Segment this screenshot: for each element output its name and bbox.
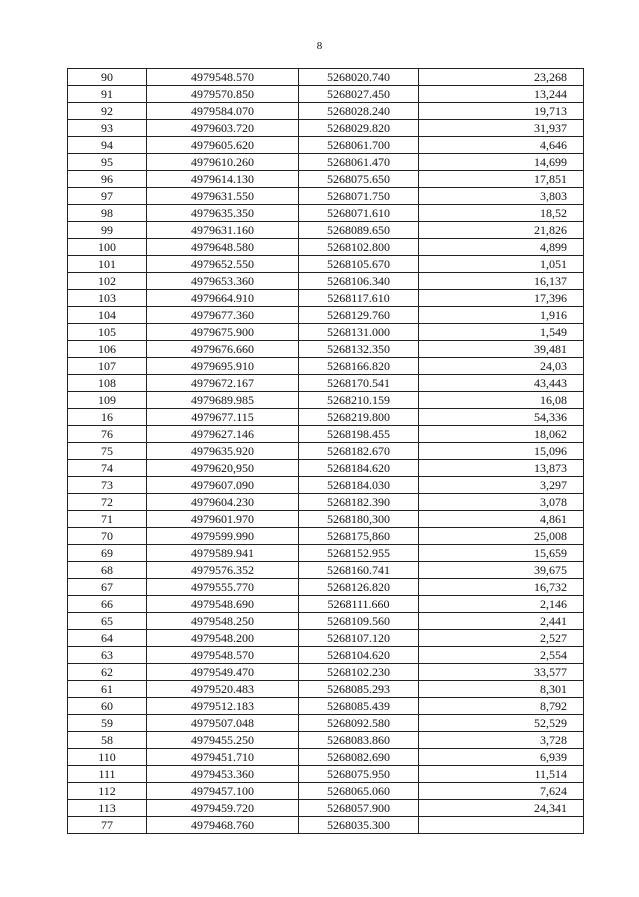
y-coordinate-cell: 5268057.900 <box>299 800 419 817</box>
point-number-cell: 96 <box>68 171 147 188</box>
x-coordinate-cell: 4979549.470 <box>147 664 299 681</box>
table-row <box>68 749 584 766</box>
distance-cell: 19,713 <box>419 103 584 120</box>
y-coordinate-cell: 5268152.955 <box>299 545 419 562</box>
point-number-cell: 93 <box>68 120 147 137</box>
point-number-cell: 76 <box>68 426 147 443</box>
distance-cell: 1,051 <box>419 256 584 273</box>
y-coordinate-cell: 5268061.470 <box>299 154 419 171</box>
distance-cell: 16,08 <box>419 392 584 409</box>
y-coordinate-cell: 5268160.741 <box>299 562 419 579</box>
x-coordinate-cell: 4979664.910 <box>147 290 299 307</box>
page-number: 8 <box>316 40 323 52</box>
table-row <box>68 528 584 545</box>
x-coordinate-cell: 4979689.985 <box>147 392 299 409</box>
distance-cell: 15,096 <box>419 443 584 460</box>
point-number-cell: 110 <box>68 749 147 766</box>
point-number-cell: 72 <box>68 494 147 511</box>
distance-cell: 8,792 <box>419 698 584 715</box>
distance-cell: 6,939 <box>419 749 584 766</box>
y-coordinate-cell: 5268083.860 <box>299 732 419 749</box>
x-coordinate-cell: 4979520.483 <box>147 681 299 698</box>
x-coordinate-cell: 4979610.260 <box>147 154 299 171</box>
point-number-cell: 60 <box>68 698 147 715</box>
distance-cell: 13,244 <box>419 86 584 103</box>
x-coordinate-cell: 4979459.720 <box>147 800 299 817</box>
distance-cell: 11,514 <box>419 766 584 783</box>
y-coordinate-cell: 5268028.240 <box>299 103 419 120</box>
table-row <box>68 426 584 443</box>
table-row <box>68 545 584 562</box>
y-coordinate-cell: 5268020.740 <box>299 69 419 86</box>
y-coordinate-cell: 5268219.800 <box>299 409 419 426</box>
x-coordinate-cell: 4979512.183 <box>147 698 299 715</box>
distance-cell: 33,577 <box>419 664 584 681</box>
x-coordinate-cell: 4979607.090 <box>147 477 299 494</box>
distance-cell: 39,481 <box>419 341 584 358</box>
x-coordinate-cell: 4979635.920 <box>147 443 299 460</box>
point-number-cell: 62 <box>68 664 147 681</box>
y-coordinate-cell: 5268198.455 <box>299 426 419 443</box>
point-number-cell: 77 <box>68 817 147 834</box>
point-number-cell: 65 <box>68 613 147 630</box>
x-coordinate-cell: 4979451.710 <box>147 749 299 766</box>
distance-cell <box>419 817 584 834</box>
table-row <box>68 562 584 579</box>
point-number-cell: 109 <box>68 392 147 409</box>
distance-cell: 23,268 <box>419 69 584 86</box>
point-number-cell: 75 <box>68 443 147 460</box>
y-coordinate-cell: 5268082.690 <box>299 749 419 766</box>
point-number-cell: 107 <box>68 358 147 375</box>
y-coordinate-cell: 5268182.390 <box>299 494 419 511</box>
table-row <box>68 800 584 817</box>
distance-cell: 43,443 <box>419 375 584 392</box>
y-coordinate-cell: 5268106.340 <box>299 273 419 290</box>
table-row <box>68 69 584 86</box>
table-row <box>68 273 584 290</box>
table-row <box>68 358 584 375</box>
y-coordinate-cell: 5268089.650 <box>299 222 419 239</box>
x-coordinate-cell: 4979548.690 <box>147 596 299 613</box>
distance-cell: 24,341 <box>419 800 584 817</box>
distance-cell: 18,52 <box>419 205 584 222</box>
x-coordinate-cell: 4979548.250 <box>147 613 299 630</box>
x-coordinate-cell: 4979648.580 <box>147 239 299 256</box>
x-coordinate-cell: 4979599.990 <box>147 528 299 545</box>
table-row <box>68 596 584 613</box>
point-number-cell: 58 <box>68 732 147 749</box>
y-coordinate-cell: 5268092.580 <box>299 715 419 732</box>
y-coordinate-cell: 5268210.159 <box>299 392 419 409</box>
table-row <box>68 443 584 460</box>
point-number-cell: 91 <box>68 86 147 103</box>
x-coordinate-cell: 4979635.350 <box>147 205 299 222</box>
table-row <box>68 477 584 494</box>
y-coordinate-cell: 5268132.350 <box>299 341 419 358</box>
point-number-cell: 16 <box>68 409 147 426</box>
distance-cell: 2,441 <box>419 613 584 630</box>
point-number-cell: 68 <box>68 562 147 579</box>
y-coordinate-cell: 5268111.660 <box>299 596 419 613</box>
y-coordinate-cell: 5268107.120 <box>299 630 419 647</box>
x-coordinate-cell: 4979677.115 <box>147 409 299 426</box>
point-number-cell: 112 <box>68 783 147 800</box>
x-coordinate-cell: 4979652.550 <box>147 256 299 273</box>
table-row <box>68 647 584 664</box>
y-coordinate-cell: 5268071.750 <box>299 188 419 205</box>
point-number-cell: 102 <box>68 273 147 290</box>
y-coordinate-cell: 5268109.560 <box>299 613 419 630</box>
x-coordinate-cell: 4979457.100 <box>147 783 299 800</box>
y-coordinate-cell: 5268065.060 <box>299 783 419 800</box>
x-coordinate-cell: 4979584.070 <box>147 103 299 120</box>
table-row <box>68 86 584 103</box>
point-number-cell: 94 <box>68 137 147 154</box>
y-coordinate-cell: 5268166.820 <box>299 358 419 375</box>
y-coordinate-cell: 5268131.000 <box>299 324 419 341</box>
point-number-cell: 103 <box>68 290 147 307</box>
x-coordinate-cell: 4979601.970 <box>147 511 299 528</box>
distance-cell: 3,728 <box>419 732 584 749</box>
point-number-cell: 66 <box>68 596 147 613</box>
point-number-cell: 101 <box>68 256 147 273</box>
point-number-cell: 90 <box>68 69 147 86</box>
distance-cell: 17,851 <box>419 171 584 188</box>
table-row <box>68 715 584 732</box>
table-row <box>68 579 584 596</box>
table-row <box>68 324 584 341</box>
y-coordinate-cell: 5268035.300 <box>299 817 419 834</box>
distance-cell: 4,646 <box>419 137 584 154</box>
y-coordinate-cell: 5268182.670 <box>299 443 419 460</box>
distance-cell: 54,336 <box>419 409 584 426</box>
distance-cell: 1,549 <box>419 324 584 341</box>
distance-cell: 16,732 <box>419 579 584 596</box>
y-coordinate-cell: 5268180,300 <box>299 511 419 528</box>
table-row <box>68 137 584 154</box>
point-number-cell: 113 <box>68 800 147 817</box>
table-row <box>68 783 584 800</box>
table-row <box>68 154 584 171</box>
x-coordinate-cell: 4979604.230 <box>147 494 299 511</box>
x-coordinate-cell: 4979695.910 <box>147 358 299 375</box>
table-row <box>68 409 584 426</box>
point-number-cell: 71 <box>68 511 147 528</box>
table-row <box>68 613 584 630</box>
distance-cell: 4,899 <box>419 239 584 256</box>
table-row <box>68 732 584 749</box>
x-coordinate-cell: 4979548.570 <box>147 647 299 664</box>
y-coordinate-cell: 5268175,860 <box>299 528 419 545</box>
table-row <box>68 222 584 239</box>
point-number-cell: 73 <box>68 477 147 494</box>
distance-cell: 15,659 <box>419 545 584 562</box>
distance-cell: 17,396 <box>419 290 584 307</box>
distance-cell: 18,062 <box>419 426 584 443</box>
x-coordinate-cell: 4979468.760 <box>147 817 299 834</box>
x-coordinate-cell: 4979603.720 <box>147 120 299 137</box>
x-coordinate-cell: 4979548.200 <box>147 630 299 647</box>
x-coordinate-cell: 4979507.048 <box>147 715 299 732</box>
y-coordinate-cell: 5268126.820 <box>299 579 419 596</box>
point-number-cell: 105 <box>68 324 147 341</box>
point-number-cell: 95 <box>68 154 147 171</box>
distance-cell: 3,803 <box>419 188 584 205</box>
x-coordinate-cell: 4979676.660 <box>147 341 299 358</box>
point-number-cell: 70 <box>68 528 147 545</box>
x-coordinate-cell: 4979455.250 <box>147 732 299 749</box>
coordinates-table <box>67 68 584 834</box>
x-coordinate-cell: 4979677.360 <box>147 307 299 324</box>
x-coordinate-cell: 4979555.770 <box>147 579 299 596</box>
x-coordinate-cell: 4979548.570 <box>147 69 299 86</box>
y-coordinate-cell: 5268085.293 <box>299 681 419 698</box>
table-row <box>68 494 584 511</box>
distance-cell: 4,861 <box>419 511 584 528</box>
table-row <box>68 460 584 477</box>
x-coordinate-cell: 4979627.146 <box>147 426 299 443</box>
distance-cell: 16,137 <box>419 273 584 290</box>
point-number-cell: 106 <box>68 341 147 358</box>
table-row <box>68 375 584 392</box>
table-row <box>68 290 584 307</box>
distance-cell: 3,297 <box>419 477 584 494</box>
point-number-cell: 98 <box>68 205 147 222</box>
y-coordinate-cell: 5268184.620 <box>299 460 419 477</box>
point-number-cell: 61 <box>68 681 147 698</box>
distance-cell: 52,529 <box>419 715 584 732</box>
y-coordinate-cell: 5268085.439 <box>299 698 419 715</box>
x-coordinate-cell: 4979631.160 <box>147 222 299 239</box>
point-number-cell: 108 <box>68 375 147 392</box>
distance-cell: 24,03 <box>419 358 584 375</box>
table-row <box>68 766 584 783</box>
table-row <box>68 205 584 222</box>
y-coordinate-cell: 5268075.650 <box>299 171 419 188</box>
y-coordinate-cell: 5268029.820 <box>299 120 419 137</box>
y-coordinate-cell: 5268061.700 <box>299 137 419 154</box>
distance-cell: 14,699 <box>419 154 584 171</box>
distance-cell: 13,873 <box>419 460 584 477</box>
x-coordinate-cell: 4979653.360 <box>147 273 299 290</box>
y-coordinate-cell: 5268071.610 <box>299 205 419 222</box>
table-row <box>68 103 584 120</box>
distance-cell: 8,301 <box>419 681 584 698</box>
table-row <box>68 392 584 409</box>
distance-cell: 2,527 <box>419 630 584 647</box>
x-coordinate-cell: 4979672.167 <box>147 375 299 392</box>
table-row <box>68 681 584 698</box>
point-number-cell: 104 <box>68 307 147 324</box>
coordinates-table-body <box>68 69 584 834</box>
x-coordinate-cell: 4979620,950 <box>147 460 299 477</box>
table-row <box>68 698 584 715</box>
x-coordinate-cell: 4979589.941 <box>147 545 299 562</box>
distance-cell: 2,146 <box>419 596 584 613</box>
x-coordinate-cell: 4979453.360 <box>147 766 299 783</box>
y-coordinate-cell: 5268184.030 <box>299 477 419 494</box>
distance-cell: 3,078 <box>419 494 584 511</box>
x-coordinate-cell: 4979576.352 <box>147 562 299 579</box>
table-row <box>68 511 584 528</box>
y-coordinate-cell: 5268104.620 <box>299 647 419 664</box>
y-coordinate-cell: 5268105.670 <box>299 256 419 273</box>
y-coordinate-cell: 5268129.760 <box>299 307 419 324</box>
y-coordinate-cell: 5268117.610 <box>299 290 419 307</box>
distance-cell: 21,826 <box>419 222 584 239</box>
y-coordinate-cell: 5268027.450 <box>299 86 419 103</box>
table-row <box>68 341 584 358</box>
distance-cell: 39,675 <box>419 562 584 579</box>
point-number-cell: 63 <box>68 647 147 664</box>
y-coordinate-cell: 5268102.800 <box>299 239 419 256</box>
point-number-cell: 97 <box>68 188 147 205</box>
table-row <box>68 664 584 681</box>
table-row <box>68 817 584 834</box>
table-row <box>68 630 584 647</box>
distance-cell: 25,008 <box>419 528 584 545</box>
point-number-cell: 67 <box>68 579 147 596</box>
point-number-cell: 92 <box>68 103 147 120</box>
x-coordinate-cell: 4979570.850 <box>147 86 299 103</box>
point-number-cell: 69 <box>68 545 147 562</box>
y-coordinate-cell: 5268075.950 <box>299 766 419 783</box>
table-row <box>68 307 584 324</box>
table-row <box>68 239 584 256</box>
x-coordinate-cell: 4979605.620 <box>147 137 299 154</box>
y-coordinate-cell: 5268102.230 <box>299 664 419 681</box>
point-number-cell: 59 <box>68 715 147 732</box>
distance-cell: 7,624 <box>419 783 584 800</box>
table-row <box>68 256 584 273</box>
point-number-cell: 74 <box>68 460 147 477</box>
y-coordinate-cell: 5268170.541 <box>299 375 419 392</box>
distance-cell: 2,554 <box>419 647 584 664</box>
x-coordinate-cell: 4979675.900 <box>147 324 299 341</box>
table-row <box>68 171 584 188</box>
distance-cell: 31,937 <box>419 120 584 137</box>
point-number-cell: 99 <box>68 222 147 239</box>
x-coordinate-cell: 4979614.130 <box>147 171 299 188</box>
x-coordinate-cell: 4979631.550 <box>147 188 299 205</box>
point-number-cell: 111 <box>68 766 147 783</box>
table-row <box>68 188 584 205</box>
point-number-cell: 64 <box>68 630 147 647</box>
distance-cell: 1,916 <box>419 307 584 324</box>
table-row <box>68 120 584 137</box>
point-number-cell: 100 <box>68 239 147 256</box>
